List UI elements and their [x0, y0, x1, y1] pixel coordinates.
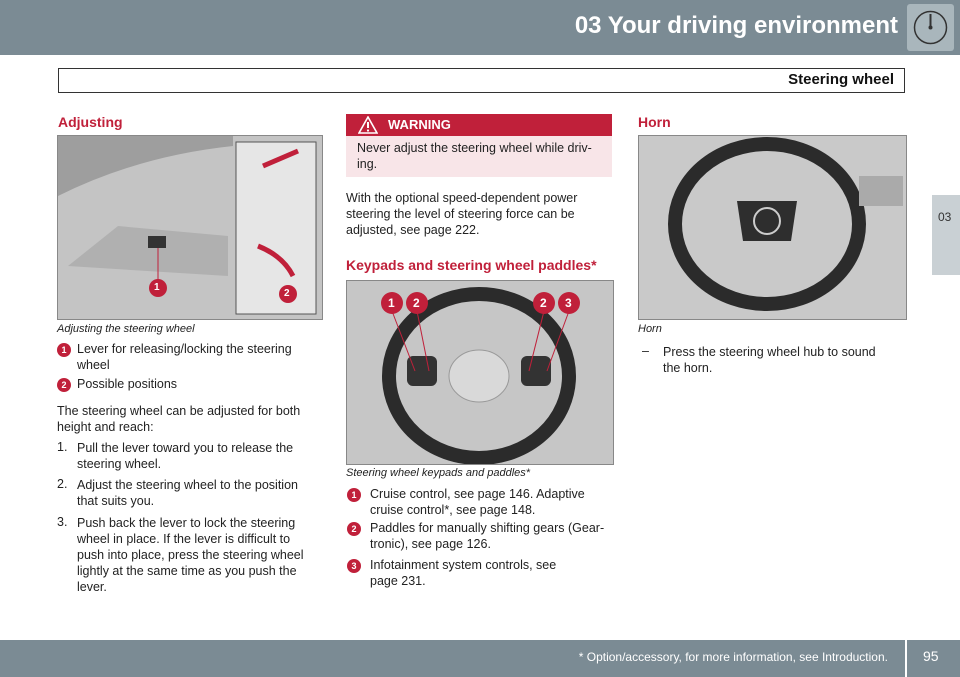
- step-3-line-3: push into place, press the steering wheel: [77, 548, 304, 562]
- chapter-title: 03 Your driving environment: [574, 12, 898, 39]
- keypads-heading: Keypads and steering wheel paddles*: [346, 257, 597, 273]
- warning-title: WARNING: [388, 117, 451, 132]
- callout-badge-2: 2: [57, 378, 71, 392]
- infotainment-line-2: page 231.: [370, 574, 426, 588]
- callout-badge-1: 1: [57, 343, 71, 357]
- horn-line-1: Press the steering wheel hub to sound: [663, 345, 876, 359]
- steering-force-line-1: With the optional speed-dependent power: [346, 191, 578, 205]
- step-1-line-1: Pull the lever toward you to release the: [77, 441, 294, 455]
- warning-icon: [358, 116, 378, 139]
- section-title: Steering wheel: [788, 71, 894, 88]
- intro-line-1: The steering wheel can be adjusted for both: [57, 404, 301, 418]
- cruise-line-1: Cruise control, see page 146. Adaptive: [370, 487, 585, 501]
- callout-badge-3: 3: [347, 559, 361, 573]
- step-2-line-1: Adjust the steering wheel to the position: [77, 478, 298, 492]
- horn-figure: [638, 135, 907, 320]
- keypads-figure: [346, 280, 614, 465]
- item-1-line-1: Lever for releasing/locking the steering: [77, 342, 292, 356]
- adjusting-caption: Adjusting the steering wheel: [57, 323, 195, 335]
- bullet-dash: –: [642, 344, 649, 358]
- paddles-line-1: Paddles for manually shifting gears (Gear-: [370, 521, 605, 535]
- adjusting-figure: 1 2: [57, 135, 323, 320]
- step-2-number: 2.: [57, 477, 68, 491]
- item-2-text: Possible positions: [77, 377, 178, 391]
- step-2-line-2: that suits you.: [77, 494, 155, 508]
- horn-caption: Horn: [638, 323, 662, 335]
- step-3-number: 3.: [57, 515, 68, 529]
- item-1-line-2: wheel: [77, 358, 110, 372]
- steering-force-line-2: steering the level of steering force can be: [346, 207, 575, 221]
- warning-text: Never adjust the steering wheel while driv- ing.: [357, 141, 592, 171]
- steering-force-line-3: adjusted, see page 222.: [346, 223, 480, 237]
- step-1-number: 1.: [57, 440, 68, 454]
- paddles-line-2: tronic), see page 126.: [370, 537, 491, 551]
- page-number: 95: [923, 648, 939, 664]
- callout-badge-1: 1: [347, 488, 361, 502]
- intro-line-2: height and reach:: [57, 420, 154, 434]
- cruise-line-2: cruise control*, see page 148.: [370, 503, 536, 517]
- callout-badge-2: 2: [347, 522, 361, 536]
- infotainment-line-1: Infotainment system controls, see: [370, 558, 557, 572]
- speedometer-icon: [907, 4, 954, 51]
- horn-heading: Horn: [638, 114, 671, 130]
- keypad-badge-1: 1: [388, 296, 395, 310]
- horn-line-2: the horn.: [663, 361, 713, 375]
- keypad-badge-3: 3: [565, 296, 572, 310]
- step-3-line-2: wheel in place. If the lever is difficult to: [77, 532, 291, 546]
- chapter-tab-label: 03: [938, 210, 952, 224]
- keypad-badge-2b: 2: [540, 296, 547, 310]
- adjusting-heading: Adjusting: [58, 114, 123, 130]
- keypad-badge-2: 2: [413, 296, 420, 310]
- step-1-line-2: steering wheel.: [77, 457, 162, 471]
- chapter-tab: [932, 195, 960, 275]
- section-bar: [58, 68, 905, 93]
- warning-box: [346, 114, 612, 177]
- step-3-line-1: Push back the lever to lock the steering: [77, 516, 296, 530]
- step-3-line-4: lightly at the same time as you push the: [77, 564, 297, 578]
- step-3-line-5: lever.: [77, 580, 107, 594]
- footer-note: * Option/accessory, for more information, see Introduction.: [578, 650, 888, 664]
- warning-bar: [346, 114, 612, 136]
- keypads-caption: Steering wheel keypads and paddles*: [346, 467, 531, 479]
